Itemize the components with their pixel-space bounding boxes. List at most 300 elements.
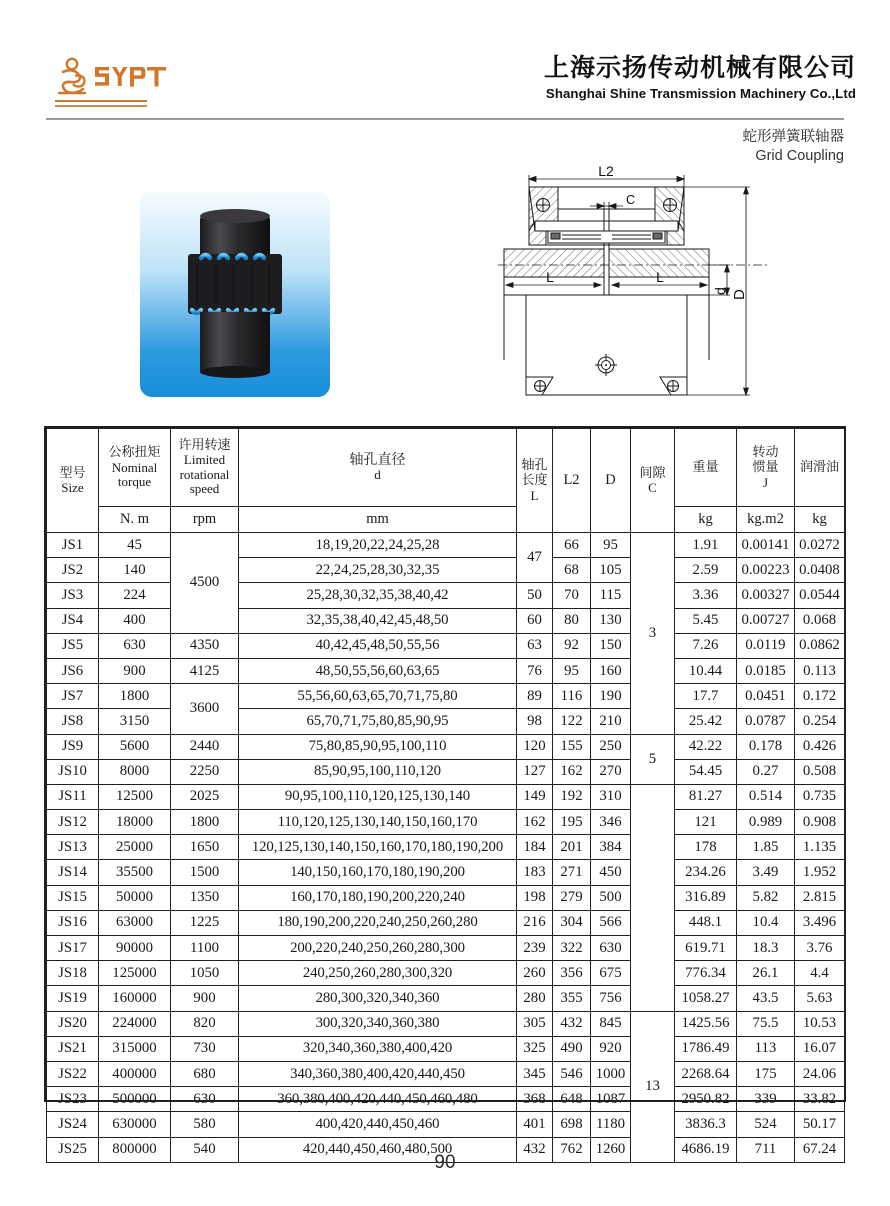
th-size bbox=[47, 429, 99, 533]
cell-weight: 178 bbox=[675, 835, 737, 860]
table-row bbox=[47, 810, 845, 835]
cell-gap-c bbox=[631, 784, 675, 1011]
cell-lubricant-oil: 1.952 bbox=[795, 860, 845, 885]
table-row bbox=[47, 860, 845, 885]
cell-size: JS12 bbox=[47, 810, 99, 835]
dim-l-left-label: L bbox=[546, 269, 554, 285]
cell-lubricant-oil: 0.254 bbox=[795, 709, 845, 734]
cell-size: JS5 bbox=[47, 633, 99, 658]
grid-coupling-section-drawing bbox=[498, 165, 770, 415]
cell-limited-speed: 580 bbox=[171, 1112, 239, 1137]
cell-limited-speed: 4125 bbox=[171, 658, 239, 683]
cell-bore-diameter: 32,35,38,40,42,45,48,50 bbox=[239, 608, 517, 633]
cell-limited-speed: 3600 bbox=[171, 684, 239, 734]
cell-gap-c: 5 bbox=[631, 734, 675, 784]
cell-inertia: 711 bbox=[737, 1137, 795, 1162]
cell-gap-c: 3 bbox=[631, 533, 675, 735]
cell-d: 346 bbox=[591, 810, 631, 835]
cell-d: 250 bbox=[591, 734, 631, 759]
cell-l2: 304 bbox=[553, 910, 591, 935]
specification-table bbox=[46, 428, 845, 1163]
cell-l2: 271 bbox=[553, 860, 591, 885]
cell-lubricant-oil: 10.53 bbox=[795, 1011, 845, 1036]
table-row bbox=[47, 936, 845, 961]
cell-l2: 95 bbox=[553, 658, 591, 683]
cell-inertia: 339 bbox=[737, 1087, 795, 1112]
cell-size: JS6 bbox=[47, 658, 99, 683]
cell-bore-length: 184 bbox=[517, 835, 553, 860]
cell-size: JS8 bbox=[47, 709, 99, 734]
cell-lubricant-oil: 4.4 bbox=[795, 961, 845, 986]
sypt-logo-icon bbox=[55, 56, 167, 100]
cell-inertia: 3.49 bbox=[737, 860, 795, 885]
cell-inertia: 0.00327 bbox=[737, 583, 795, 608]
cell-lubricant-oil: 16.07 bbox=[795, 1036, 845, 1061]
cell-weight: 1425.56 bbox=[675, 1011, 737, 1036]
cell-l2: 92 bbox=[553, 633, 591, 658]
cell-bore-length: 127 bbox=[517, 759, 553, 784]
cell-inertia: 10.4 bbox=[737, 910, 795, 935]
cell-size: JS4 bbox=[47, 608, 99, 633]
cell-d: 1180 bbox=[591, 1112, 631, 1137]
cell-size: JS14 bbox=[47, 860, 99, 885]
cell-weight: 316.89 bbox=[675, 885, 737, 910]
cell-inertia: 175 bbox=[737, 1061, 795, 1086]
cell-nominal-torque: 630000 bbox=[99, 1112, 171, 1137]
cell-l2: 66 bbox=[553, 533, 591, 558]
company-logo bbox=[55, 56, 170, 108]
th-torque bbox=[99, 429, 171, 507]
cell-bore-diameter: 120,125,130,140,150,160,170,180,190,200 bbox=[239, 835, 517, 860]
cell-nominal-torque: 125000 bbox=[99, 961, 171, 986]
cell-size: JS22 bbox=[47, 1061, 99, 1086]
cell-d: 1087 bbox=[591, 1087, 631, 1112]
th-bore-diameter bbox=[239, 429, 517, 507]
th-bore-cn: 轴孔直径 bbox=[349, 451, 406, 468]
specification-table-wrap bbox=[46, 428, 844, 1163]
cell-l2: 322 bbox=[553, 936, 591, 961]
cell-bore-diameter: 22,24,25,28,30,32,35 bbox=[239, 558, 517, 583]
cell-nominal-torque: 25000 bbox=[99, 835, 171, 860]
cell-weight: 776.34 bbox=[675, 961, 737, 986]
cell-weight: 54.45 bbox=[675, 759, 737, 784]
cell-limited-speed: 540 bbox=[171, 1137, 239, 1162]
cell-lubricant-oil: 0.172 bbox=[795, 684, 845, 709]
cell-size: JS20 bbox=[47, 1011, 99, 1036]
cell-lubricant-oil: 0.908 bbox=[795, 810, 845, 835]
cell-weight: 2950.82 bbox=[675, 1087, 737, 1112]
cell-bore-diameter: 110,120,125,130,140,150,160,170 bbox=[239, 810, 517, 835]
cell-bore-length: 345 bbox=[517, 1061, 553, 1086]
cell-l2: 648 bbox=[553, 1087, 591, 1112]
table-row bbox=[47, 835, 845, 860]
th-weight-cn: 重量 bbox=[692, 459, 719, 475]
th-torque-en-2: torque bbox=[117, 474, 152, 490]
table-row bbox=[47, 1061, 845, 1086]
cell-d: 105 bbox=[591, 558, 631, 583]
cell-bore-diameter: 75,80,85,90,95,100,110 bbox=[239, 734, 517, 759]
th-unit-weight: kg bbox=[675, 507, 737, 533]
cell-size: JS24 bbox=[47, 1112, 99, 1137]
cell-d: 160 bbox=[591, 658, 631, 683]
cell-inertia: 0.27 bbox=[737, 759, 795, 784]
cell-d: 675 bbox=[591, 961, 631, 986]
cell-nominal-torque: 5600 bbox=[99, 734, 171, 759]
cell-weight: 5.45 bbox=[675, 608, 737, 633]
cell-size: JS7 bbox=[47, 684, 99, 709]
cell-bore-length: 162 bbox=[517, 810, 553, 835]
cell-inertia: 0.0119 bbox=[737, 633, 795, 658]
table-row bbox=[47, 608, 845, 633]
cell-nominal-torque: 224000 bbox=[99, 1011, 171, 1036]
th-speed-en-1: Limited bbox=[183, 452, 226, 468]
cell-l2: 698 bbox=[553, 1112, 591, 1137]
cell-d: 130 bbox=[591, 608, 631, 633]
cell-inertia: 0.0185 bbox=[737, 658, 795, 683]
cell-nominal-torque: 315000 bbox=[99, 1036, 171, 1061]
cell-lubricant-oil: 0.068 bbox=[795, 608, 845, 633]
cell-nominal-torque: 224 bbox=[99, 583, 171, 608]
table-row bbox=[47, 1087, 845, 1112]
cell-limited-speed: 630 bbox=[171, 1087, 239, 1112]
cell-lubricant-oil: 5.63 bbox=[795, 986, 845, 1011]
cell-bore-length: 47 bbox=[517, 533, 553, 583]
cell-limited-speed: 680 bbox=[171, 1061, 239, 1086]
cell-l2: 356 bbox=[553, 961, 591, 986]
cell-d: 210 bbox=[591, 709, 631, 734]
cell-weight: 2.59 bbox=[675, 558, 737, 583]
cell-l2: 68 bbox=[553, 558, 591, 583]
cell-inertia: 0.00141 bbox=[737, 533, 795, 558]
cell-l2: 195 bbox=[553, 810, 591, 835]
th-inertia-symbol: J bbox=[762, 474, 769, 490]
cell-bore-length: 149 bbox=[517, 784, 553, 809]
table-row bbox=[47, 986, 845, 1011]
cell-inertia: 75.5 bbox=[737, 1011, 795, 1036]
cell-d: 115 bbox=[591, 583, 631, 608]
cell-limited-speed: 1650 bbox=[171, 835, 239, 860]
cell-limited-speed: 1350 bbox=[171, 885, 239, 910]
cell-bore-length: 50 bbox=[517, 583, 553, 608]
th-speed-cn: 许用转速 bbox=[178, 438, 231, 454]
cell-bore-length: 98 bbox=[517, 709, 553, 734]
cell-bore-length: 63 bbox=[517, 633, 553, 658]
table-row bbox=[47, 885, 845, 910]
cell-nominal-torque: 900 bbox=[99, 658, 171, 683]
cell-size: JS15 bbox=[47, 885, 99, 910]
th-gap bbox=[631, 429, 675, 533]
cell-weight: 17.7 bbox=[675, 684, 737, 709]
cell-nominal-torque: 18000 bbox=[99, 810, 171, 835]
cell-bore-diameter: 320,340,360,380,400,420 bbox=[239, 1036, 517, 1061]
th-speed-en-2: rotational bbox=[179, 466, 230, 482]
cell-nominal-torque: 800000 bbox=[99, 1137, 171, 1162]
table-row bbox=[47, 1036, 845, 1061]
cell-l2: 80 bbox=[553, 608, 591, 633]
th-bore-length-cn-2: 长度 bbox=[521, 473, 548, 489]
grid-coupling-photo bbox=[140, 192, 330, 397]
cell-gap-c: 13 bbox=[631, 1011, 675, 1162]
cell-d: 630 bbox=[591, 936, 631, 961]
cell-size: JS16 bbox=[47, 910, 99, 935]
table-row bbox=[47, 1011, 845, 1036]
cell-nominal-torque: 630 bbox=[99, 633, 171, 658]
cell-lubricant-oil: 2.815 bbox=[795, 885, 845, 910]
table-row bbox=[47, 558, 845, 583]
cell-lubricant-oil: 50.17 bbox=[795, 1112, 845, 1137]
table-row bbox=[47, 784, 845, 809]
cell-inertia: 0.00727 bbox=[737, 608, 795, 633]
th-inertia bbox=[737, 429, 795, 507]
cell-nominal-torque: 90000 bbox=[99, 936, 171, 961]
cell-size: JS18 bbox=[47, 961, 99, 986]
cell-nominal-torque: 35500 bbox=[99, 860, 171, 885]
cell-inertia: 0.0787 bbox=[737, 709, 795, 734]
cell-d: 95 bbox=[591, 533, 631, 558]
cell-nominal-torque: 50000 bbox=[99, 885, 171, 910]
cell-inertia: 0.989 bbox=[737, 810, 795, 835]
cell-inertia: 524 bbox=[737, 1112, 795, 1137]
cell-bore-diameter: 55,56,60,63,65,70,71,75,80 bbox=[239, 684, 517, 709]
cell-weight: 42.22 bbox=[675, 734, 737, 759]
company-name-en: Shanghai Shine Transmission Machinery Co.,Ltd bbox=[545, 85, 856, 101]
cell-weight: 1786.49 bbox=[675, 1036, 737, 1061]
cell-d: 384 bbox=[591, 835, 631, 860]
cell-lubricant-oil: 0.0408 bbox=[795, 558, 845, 583]
cell-d: 845 bbox=[591, 1011, 631, 1036]
th-unit-oil: kg bbox=[795, 507, 845, 533]
cell-weight: 1058.27 bbox=[675, 986, 737, 1011]
cell-inertia: 0.0451 bbox=[737, 684, 795, 709]
cell-nominal-torque: 45 bbox=[99, 533, 171, 558]
cell-l2: 70 bbox=[553, 583, 591, 608]
cell-bore-length: 401 bbox=[517, 1112, 553, 1137]
cell-limited-speed: 820 bbox=[171, 1011, 239, 1036]
cell-bore-diameter: 160,170,180,190,200,220,240 bbox=[239, 885, 517, 910]
table-row bbox=[47, 759, 845, 784]
th-inertia-cn-2: 惯量 bbox=[752, 460, 779, 476]
cell-nominal-torque: 140 bbox=[99, 558, 171, 583]
th-gap-symbol: C bbox=[648, 479, 657, 495]
cell-bore-length: 183 bbox=[517, 860, 553, 885]
cell-inertia: 5.82 bbox=[737, 885, 795, 910]
cell-weight: 1.91 bbox=[675, 533, 737, 558]
cell-d: 566 bbox=[591, 910, 631, 935]
logo-rule-bottom bbox=[55, 105, 147, 107]
cell-limited-speed: 4500 bbox=[171, 533, 239, 634]
cell-inertia: 0.178 bbox=[737, 734, 795, 759]
cell-size: JS13 bbox=[47, 835, 99, 860]
cell-d: 1000 bbox=[591, 1061, 631, 1086]
cell-lubricant-oil: 3.496 bbox=[795, 910, 845, 935]
table-row bbox=[47, 1112, 845, 1137]
cell-bore-length: 216 bbox=[517, 910, 553, 935]
th-unit-mm: mm bbox=[239, 507, 517, 533]
cell-bore-diameter: 360,380,400,420,440,450,460,480 bbox=[239, 1087, 517, 1112]
table-row bbox=[47, 533, 845, 558]
cell-weight: 448.1 bbox=[675, 910, 737, 935]
th-bore-symbol: d bbox=[374, 467, 381, 483]
cell-bore-length: 280 bbox=[517, 986, 553, 1011]
cell-limited-speed: 1800 bbox=[171, 810, 239, 835]
cell-nominal-torque: 63000 bbox=[99, 910, 171, 935]
cell-lubricant-oil: 24.06 bbox=[795, 1061, 845, 1086]
cell-weight: 234.26 bbox=[675, 860, 737, 885]
cell-nominal-torque: 1800 bbox=[99, 684, 171, 709]
cell-l2: 162 bbox=[553, 759, 591, 784]
cell-size: JS1 bbox=[47, 533, 99, 558]
cell-l2: 432 bbox=[553, 1011, 591, 1036]
th-unit-speed: rpm bbox=[171, 507, 239, 533]
cell-bore-length: 305 bbox=[517, 1011, 553, 1036]
th-unit-inertia: kg.m2 bbox=[737, 507, 795, 533]
cell-lubricant-oil: 0.426 bbox=[795, 734, 845, 759]
cell-bore-diameter: 200,220,240,250,260,280,300 bbox=[239, 936, 517, 961]
cell-bore-diameter: 400,420,440,450,460 bbox=[239, 1112, 517, 1137]
cell-nominal-torque: 500000 bbox=[99, 1087, 171, 1112]
th-size-cn: 型号 bbox=[59, 465, 86, 481]
table-row bbox=[47, 684, 845, 709]
cell-d: 756 bbox=[591, 986, 631, 1011]
cell-size: JS9 bbox=[47, 734, 99, 759]
product-title-cn: 蛇形弹簧联轴器 bbox=[742, 129, 844, 145]
technical-drawing bbox=[498, 165, 770, 415]
table-row bbox=[47, 658, 845, 683]
cell-inertia: 0.00223 bbox=[737, 558, 795, 583]
cell-inertia: 113 bbox=[737, 1036, 795, 1061]
cell-limited-speed: 2440 bbox=[171, 734, 239, 759]
cell-bore-length: 239 bbox=[517, 936, 553, 961]
dim-d-big-label: D bbox=[731, 289, 748, 300]
th-bore-length-cn-1: 轴孔 bbox=[521, 457, 548, 473]
cell-l2: 490 bbox=[553, 1036, 591, 1061]
cell-nominal-torque: 400 bbox=[99, 608, 171, 633]
cell-weight: 4686.19 bbox=[675, 1137, 737, 1162]
cell-weight: 7.26 bbox=[675, 633, 737, 658]
cell-l2: 192 bbox=[553, 784, 591, 809]
cell-bore-length: 198 bbox=[517, 885, 553, 910]
th-speed-en-3: speed bbox=[189, 481, 220, 497]
cell-nominal-torque: 3150 bbox=[99, 709, 171, 734]
cell-nominal-torque: 8000 bbox=[99, 759, 171, 784]
th-oil bbox=[795, 429, 845, 507]
product-photo bbox=[140, 192, 330, 397]
th-weight bbox=[675, 429, 737, 507]
th-bore-length bbox=[517, 429, 553, 533]
cell-lubricant-oil: 0.113 bbox=[795, 658, 845, 683]
cell-bore-length: 89 bbox=[517, 684, 553, 709]
cell-nominal-torque: 12500 bbox=[99, 784, 171, 809]
cell-d: 500 bbox=[591, 885, 631, 910]
cell-limited-speed: 1050 bbox=[171, 961, 239, 986]
cell-lubricant-oil: 3.76 bbox=[795, 936, 845, 961]
cell-lubricant-oil: 67.24 bbox=[795, 1137, 845, 1162]
cell-limited-speed: 1500 bbox=[171, 860, 239, 885]
cell-bore-length: 368 bbox=[517, 1087, 553, 1112]
cell-limited-speed: 1225 bbox=[171, 910, 239, 935]
cell-lubricant-oil: 0.508 bbox=[795, 759, 845, 784]
cell-limited-speed: 900 bbox=[171, 986, 239, 1011]
page-header bbox=[0, 0, 890, 120]
dim-l-right-label: L bbox=[656, 269, 664, 285]
dim-c-label: C bbox=[626, 193, 636, 207]
th-l2 bbox=[553, 429, 591, 533]
cell-bore-diameter: 280,300,320,340,360 bbox=[239, 986, 517, 1011]
cell-l2: 279 bbox=[553, 885, 591, 910]
cell-size: JS21 bbox=[47, 1036, 99, 1061]
cell-bore-diameter: 340,360,380,400,420,440,450 bbox=[239, 1061, 517, 1086]
cell-inertia: 1.85 bbox=[737, 835, 795, 860]
cell-l2: 155 bbox=[553, 734, 591, 759]
cell-size: JS2 bbox=[47, 558, 99, 583]
cell-limited-speed: 4350 bbox=[171, 633, 239, 658]
company-name-block bbox=[544, 54, 856, 101]
cell-weight: 10.44 bbox=[675, 658, 737, 683]
cell-size: JS19 bbox=[47, 986, 99, 1011]
company-name-cn: 上海示扬传动机械有限公司 bbox=[543, 53, 856, 82]
cell-size: JS11 bbox=[47, 784, 99, 809]
product-title bbox=[743, 128, 845, 165]
cell-size: JS23 bbox=[47, 1087, 99, 1112]
cell-weight: 3.36 bbox=[675, 583, 737, 608]
cell-bore-diameter: 40,42,45,48,50,55,56 bbox=[239, 633, 517, 658]
cell-bore-length: 76 bbox=[517, 658, 553, 683]
table-row bbox=[47, 633, 845, 658]
cell-bore-diameter: 65,70,71,75,80,85,90,95 bbox=[239, 709, 517, 734]
cell-bore-diameter: 140,150,160,170,180,190,200 bbox=[239, 860, 517, 885]
cell-bore-diameter: 48,50,55,56,60,63,65 bbox=[239, 658, 517, 683]
cell-bore-diameter: 85,90,95,100,110,120 bbox=[239, 759, 517, 784]
page-number: 90 bbox=[434, 1152, 456, 1173]
cell-inertia: 43.5 bbox=[737, 986, 795, 1011]
table-row bbox=[47, 709, 845, 734]
table-row bbox=[47, 734, 845, 759]
cell-l2: 122 bbox=[553, 709, 591, 734]
th-gap-cn: 间隙 bbox=[639, 465, 666, 481]
cell-limited-speed: 2025 bbox=[171, 784, 239, 809]
dim-d-small-label: d bbox=[712, 287, 728, 295]
cell-inertia: 0.514 bbox=[737, 784, 795, 809]
cell-bore-length: 432 bbox=[517, 1137, 553, 1162]
th-bore-length-symbol: L bbox=[530, 487, 539, 503]
cell-bore-diameter: 180,190,200,220,240,250,260,280 bbox=[239, 910, 517, 935]
cell-inertia: 26.1 bbox=[737, 961, 795, 986]
cell-bore-diameter: 300,320,340,360,380 bbox=[239, 1011, 517, 1036]
cell-d: 1260 bbox=[591, 1137, 631, 1162]
dim-l2-label: L2 bbox=[598, 165, 614, 179]
table-row bbox=[47, 961, 845, 986]
cell-size: JS10 bbox=[47, 759, 99, 784]
cell-size: JS3 bbox=[47, 583, 99, 608]
header-divider bbox=[46, 118, 844, 120]
cell-l2: 762 bbox=[553, 1137, 591, 1162]
logo-rule-top bbox=[55, 100, 147, 102]
cell-nominal-torque: 160000 bbox=[99, 986, 171, 1011]
th-d bbox=[591, 429, 631, 533]
th-size-en: Size bbox=[61, 479, 84, 495]
cell-weight: 81.27 bbox=[675, 784, 737, 809]
cell-limited-speed: 730 bbox=[171, 1036, 239, 1061]
th-torque-en-1: Nominal bbox=[111, 459, 158, 475]
cell-l2: 201 bbox=[553, 835, 591, 860]
cell-d: 450 bbox=[591, 860, 631, 885]
cell-bore-diameter: 240,250,260,280,300,320 bbox=[239, 961, 517, 986]
th-speed bbox=[171, 429, 239, 507]
cell-d: 310 bbox=[591, 784, 631, 809]
th-torque-cn: 公称扭矩 bbox=[108, 445, 161, 461]
cell-lubricant-oil: 0.0272 bbox=[795, 533, 845, 558]
specification-table-body bbox=[47, 533, 845, 1163]
